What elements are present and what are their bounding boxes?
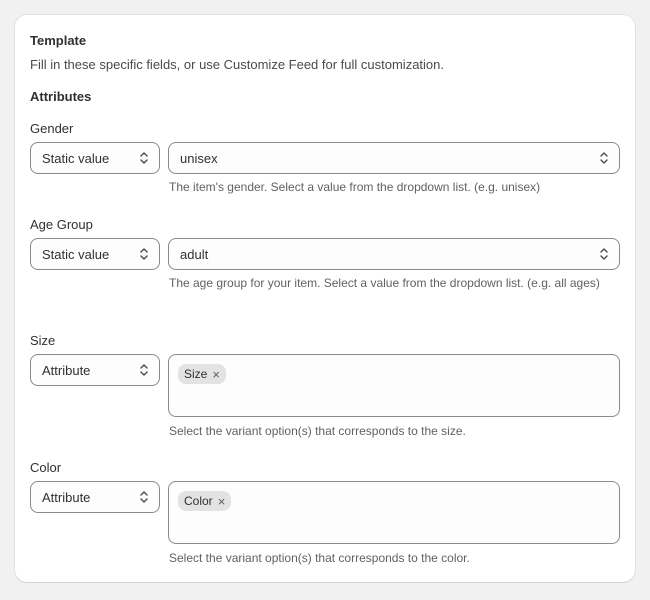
age-group-help-text: The age group for your item. Select a value from the dropdown list. (e.g. all ages) [169,276,600,290]
size-options-input[interactable] [168,354,620,417]
size-label: Size [30,333,56,348]
card-subtitle: Fill in these specific fields, or use Customize Feed for full customization. [30,57,445,72]
color-label: Color [30,460,62,475]
chevron-up-down-icon [599,151,609,165]
gender-help-text: The item's gender. Select a value from the dropdown list. (e.g. unisex) [169,180,541,194]
color-source-value: Attribute [42,489,91,505]
size-source-value: Attribute [42,362,91,378]
color-options-input[interactable] [168,481,620,544]
size-tag-label: Size [184,367,208,381]
age-group-source-select[interactable] [30,238,160,270]
color-tag-label: Color [184,494,213,508]
card-title: Template [30,33,87,48]
size-tag [178,364,226,384]
age-group-value-select[interactable] [168,238,620,270]
template-card [15,15,635,582]
gender-label: Gender [30,121,74,136]
color-help-text: Select the variant option(s) that corresponds to the color. [169,551,470,565]
chevron-up-down-icon [139,247,149,261]
color-tag [178,491,231,511]
close-icon[interactable]: × [212,366,220,382]
gender-source-select[interactable] [30,142,160,174]
age-group-value: adult [180,246,209,262]
size-source-select[interactable] [30,354,160,386]
gender-value-select[interactable] [168,142,620,174]
gender-value: unisex [180,150,218,166]
chevron-up-down-icon [599,247,609,261]
gender-source-value: Static value [42,150,110,166]
chevron-up-down-icon [139,363,149,377]
chevron-up-down-icon [139,490,149,504]
age-group-label: Age Group [30,217,93,232]
attributes-heading: Attributes [30,89,92,104]
chevron-up-down-icon [139,151,149,165]
size-help-text: Select the variant option(s) that corresponds to the size. [169,424,466,438]
close-icon[interactable]: × [217,493,226,509]
color-source-select[interactable] [30,481,160,513]
age-group-source-value: Static value [42,246,110,262]
